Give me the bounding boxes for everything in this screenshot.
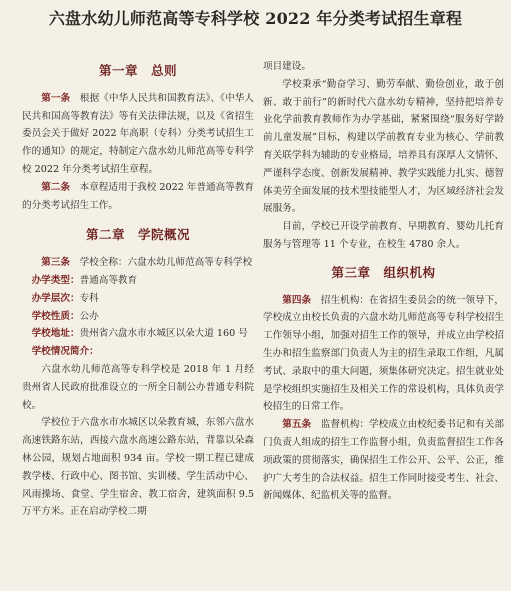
intro-paragraph-1: 六盘水幼儿师范高等专科学校是 2018 年 1 月经贵州省人民政府批准设立的一所全日制公办普通专科院校。: [22, 363, 254, 411]
article-5-label: 第五条: [282, 419, 312, 431]
article-4: [263, 292, 504, 417]
school-nature: [22, 308, 254, 326]
right-column: [263, 58, 504, 505]
chapter1-heading: 第一章 总则: [98, 63, 177, 78]
school-type-value: 普通高等教育: [79, 274, 138, 286]
article-2-text: 本章程适用于我校 2022 年普通高等教育的分类考试招生工作。: [22, 181, 255, 211]
school-level: [22, 290, 254, 308]
article-3: [22, 254, 254, 272]
school-type: [22, 272, 254, 290]
chapter2-heading: 第二章 学院概况: [85, 227, 190, 243]
article-2-label: 第二条: [41, 181, 70, 193]
school-type-label: 办学类型：: [31, 274, 80, 286]
school-level-value: 专科: [79, 292, 99, 304]
article-5-text: 监督机构：学校成立由校纪委书记和有关部门负责人组成的招生工作监督小组，负责监督招生工作各项政策的贯彻落实，确保招生工作公开、公平、公正，维护广大考生的合法权益。招生工作同时接受考生、社会、新闻媒体、纪监机关等的监督。: [263, 419, 505, 502]
school-level-label: 办学层次：: [31, 292, 80, 304]
article-4-text: 招生机构：在省招生委员会的统一领导下，学校成立由校长负责的六盘水幼儿师范高等专科学校招生工作领导小组，加强对招生工作的领导，并成立由学校招生办和招生监察部门负责人为主的招生录取工作组，凡属考试、录取中的重大问题，须集体研究决定。招生就业处是学校组织实施招生及相关工作的常设机构，具体负责学校招生的日常工作。: [263, 294, 505, 413]
article-1-text: 根据《中华人民共和国教育法》、《中华人民共和国高等教育法》等有关法律法规，以及《省招生委员会关于做好 2022 年高职（专科）分类考试招生工作的通知》的规定，特制定六盘水幼儿师范高等专科学校 2022 年分类考试招生章程。: [22, 92, 255, 175]
intro-paragraph-2: 学校位于六盘水市水城区以朵教育城，东邻六盘水高速铁路东站，西接六盘水高速公路东站，背靠以朵森林公园，规划占地面积 934 亩。学校一期工程已建成教学楼、行政中心、图书馆、实训楼、学生活动中心、风雨操场、食堂、学生宿舍、教工宿舍，建筑面积 9.5 万平方米。正在启动学校二期: [22, 417, 254, 518]
intro-paragraph-2-continued: 项目建设。: [263, 61, 311, 72]
school-address: [22, 325, 254, 343]
article-2: [22, 179, 254, 215]
school-address-label: 学校地址：: [31, 328, 80, 340]
left-column: [22, 58, 254, 521]
article-5: [263, 416, 504, 505]
article-4-label: 第四条: [282, 294, 312, 306]
article-3-text: 学校全称：六盘水幼儿师范高等专科学校: [79, 257, 253, 269]
article-3-label: 第三条: [41, 257, 70, 269]
intro-paragraph-3: 学校秉承“勤奋学习、勤劳奉献、勤俭创业，敢于创新、敢于前行”的新时代六盘水幼专精神，坚持把培养专业化学前教育教师作为办学基础，紧紧围绕“服务好学龄前儿童发展”目标，构建以学前教育专业为核心、学前教育关联学科为辅助的专业格局，培养具有深厚人文情怀、严谨科学态度、创新发展精神、教学实践能力扎实、德智体美劳全面发展的技术型技能型人才，为区域经济社会发展服务。: [263, 78, 504, 215]
chapter3-heading: 第三章 组织机构: [331, 264, 436, 280]
article-1-label: 第一条: [41, 92, 71, 104]
document-title: 六盘水幼儿师范高等专科学校 2022 年分类考试招生章程: [48, 9, 463, 28]
school-intro-label-line: [22, 343, 254, 361]
school-nature-value: 公办: [79, 310, 99, 322]
school-intro-label: 学校情况简介：: [31, 346, 99, 358]
article-1: [22, 90, 254, 179]
intro-paragraph-4: 目前，学校已开设学前教育、早期教育、婴幼儿托育服务与管理等 11 个专业，在校生 4780 余人。: [263, 221, 504, 250]
school-nature-label: 学校性质：: [31, 310, 80, 322]
school-address-value: 贵州省六盘水市水城区以朵大道 160 号: [79, 328, 248, 340]
